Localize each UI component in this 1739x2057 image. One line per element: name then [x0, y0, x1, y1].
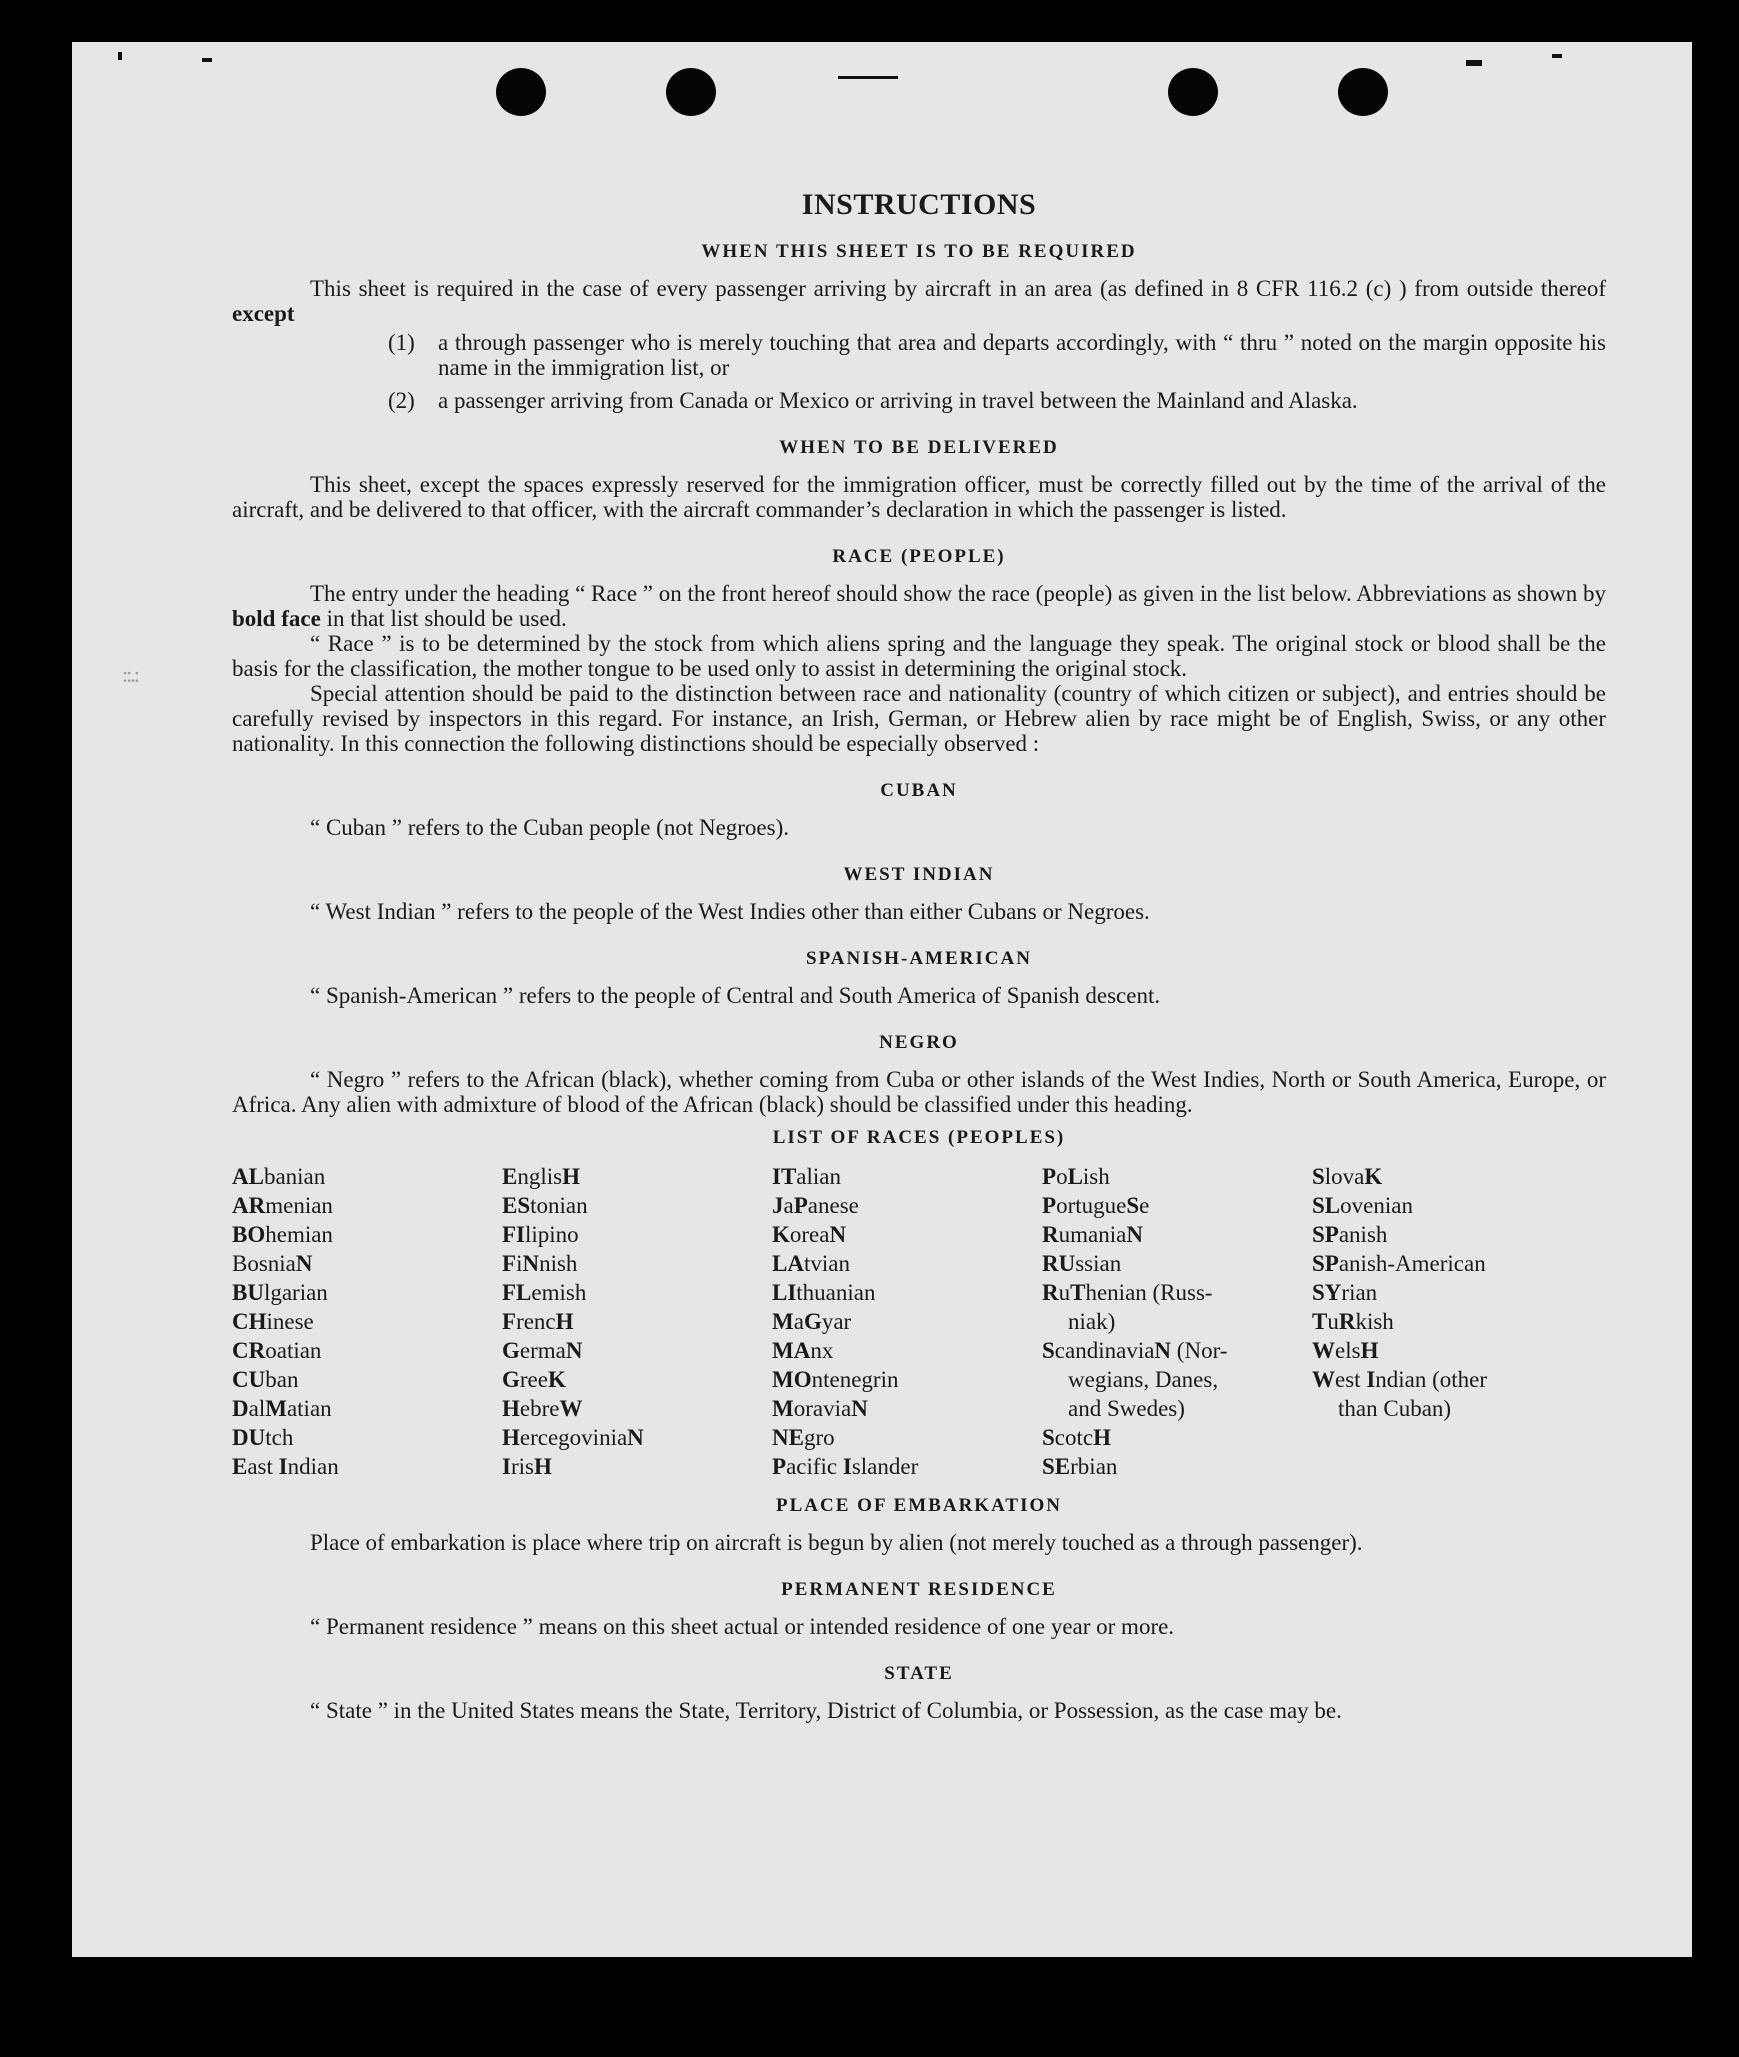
state-text: “ State ” in the United States means the State, Territory, District of Columbia, or Possession, as the case may be. — [310, 1698, 1342, 1723]
race-paragraph-2: “ Race ” is to be determined by the stock from which aliens spring and the language they speak. The original stock or blood shall be the basis for the classification, the mother tongue to be used only to assist in determining the original stock. — [232, 631, 1606, 681]
exception-item: (1) a through passenger who is merely touching that area and departs accordingly, with “ thru ” noted on the margin opposite his name in the immigration list, or — [388, 330, 1606, 380]
race-paragraph-3: Special attention should be paid to the distinction between race and nationality (country of which citizen or subject), and entries should be carefully revised by inspectors in this regard. For instance, an Irish, German, or Hebrew alien by race might be of English, Swiss, or any other nationality. In this connection the following distinctions should be especially observed : — [232, 681, 1606, 756]
race-entry: BOhemian — [232, 1222, 333, 1247]
race-entry: HercegoviniaN — [502, 1425, 644, 1450]
document-page — [72, 42, 1692, 1957]
race-entry: ALbanian — [232, 1164, 326, 1189]
scan-speck — [1466, 60, 1482, 66]
race-entry-continued: wegians, Danes, — [1068, 1367, 1219, 1392]
cuban-text: “ Cuban ” refers to the Cuban people (not Negroes). — [310, 815, 790, 840]
race-entry: MaGyar — [772, 1309, 852, 1334]
race-entry: ScandinaviaN (Nor- — [1042, 1338, 1228, 1363]
race-entry: FIlipino — [502, 1222, 579, 1247]
race-entry: DUtch — [232, 1425, 294, 1450]
race-entry: TuRkish — [1312, 1309, 1394, 1334]
scan-speck — [1552, 54, 1562, 58]
section-heading-negro: NEGRO — [879, 1032, 959, 1053]
race-entry: CHinese — [232, 1309, 314, 1334]
race-entry: EnglisH — [502, 1164, 580, 1189]
section-heading-required: WHEN THIS SHEET IS TO BE REQUIRED — [701, 241, 1137, 262]
races-column-5 — [1312, 1162, 1582, 1481]
race-entry: LAtvian — [772, 1251, 850, 1276]
race-entry: MoraviaN — [772, 1396, 868, 1421]
race-entry-continued: than Cuban) — [1338, 1396, 1452, 1421]
race-entry: BosniaN — [232, 1251, 313, 1276]
punch-hole — [1338, 68, 1388, 116]
race-entry: NEgro — [772, 1425, 835, 1450]
race-entry: SLovenian — [1312, 1193, 1413, 1218]
race-entry: CRoatian — [232, 1338, 322, 1363]
faint-stamp: ::.: — [122, 662, 138, 687]
races-column-1 — [232, 1162, 502, 1481]
punch-hole — [1168, 68, 1218, 116]
race-entry: BUlgarian — [232, 1280, 328, 1305]
race-entry: Pacific Islander — [772, 1454, 919, 1479]
section-heading-state: STATE — [884, 1663, 954, 1684]
race-entry-continued: niak) — [1068, 1309, 1116, 1334]
embarkation-text: Place of embarkation is place where trip on aircraft is begun by alien (not merely touched as a through passenger). — [310, 1530, 1363, 1555]
race-entry: EStonian — [502, 1193, 588, 1218]
races-table — [232, 1162, 1606, 1481]
scan-speck — [838, 76, 898, 79]
race-entry: FrencH — [502, 1309, 574, 1334]
page-title: INSTRUCTIONS — [801, 188, 1037, 221]
races-column-4 — [1042, 1162, 1312, 1481]
race-paragraph-1: The entry under the heading “ Race ” on the front hereof should show the race (people) as given in the list below. Abbreviations as shown by bold face in that list should be used. — [232, 581, 1606, 631]
race-entry: FLemish — [502, 1280, 587, 1305]
delivered-text: This sheet, except the spaces expressly reserved for the immigration officer, must be correctly filled out by the time of the arrival of the aircraft, and be delivered to that officer, with the aircraft commander’s declaration in which the passenger is listed. — [232, 472, 1606, 522]
negro-text: “ Negro ” refers to the African (black), whether coming from Cuba or other islands of the West Indies, North or South America, Europe, or Africa. Any alien with admixture of blood of the African (black) should be classified under this heading. — [232, 1067, 1606, 1117]
race-entry: FiNnish — [502, 1251, 578, 1276]
section-heading-west-indian: WEST INDIAN — [843, 864, 995, 885]
race-entry: LIthuanian — [772, 1280, 876, 1305]
race-entry: West Indian (other — [1312, 1367, 1488, 1392]
race-entry: HebreW — [502, 1396, 583, 1421]
race-entry: RUssian — [1042, 1251, 1122, 1276]
race-entry-continued: and Swedes) — [1068, 1396, 1185, 1421]
race-entry: CUban — [232, 1367, 299, 1392]
section-heading-delivered: WHEN TO BE DELIVERED — [779, 437, 1059, 458]
race-entry: SYrian — [1312, 1280, 1378, 1305]
race-entry: DalMatian — [232, 1396, 332, 1421]
race-entry: ITalian — [772, 1164, 841, 1189]
race-entry: PoLish — [1042, 1164, 1110, 1189]
section-heading-cuban: CUBAN — [880, 780, 958, 801]
west-indian-text: “ West Indian ” refers to the people of the West Indies other than either Cubans or Negroes. — [310, 899, 1150, 924]
race-entry: ScotcH — [1042, 1425, 1111, 1450]
section-heading-spanish-american: SPANISH-AMERICAN — [806, 948, 1032, 969]
punch-hole — [666, 68, 716, 116]
race-entry: WelsH — [1312, 1338, 1379, 1363]
race-entry: SErbian — [1042, 1454, 1118, 1479]
instructions-content — [232, 150, 1606, 1723]
races-column-2 — [502, 1162, 772, 1481]
race-entry: JaPanese — [772, 1193, 859, 1218]
race-entry: KoreaN — [772, 1222, 847, 1247]
spanish-american-text: “ Spanish-American ” refers to the people of Central and South America of Spanish descent. — [310, 983, 1161, 1008]
section-heading-race: RACE (PEOPLE) — [832, 546, 1006, 567]
section-heading-races-list: LIST OF RACES (PEOPLES) — [772, 1127, 1066, 1148]
scan-speck — [118, 52, 122, 60]
race-entry: MOntenegrin — [772, 1367, 899, 1392]
race-entry: IrisH — [502, 1454, 552, 1479]
race-entry: SPanish-American — [1312, 1251, 1486, 1276]
races-column-3 — [772, 1162, 1042, 1481]
race-entry: MAnx — [772, 1338, 834, 1363]
punch-hole — [496, 68, 546, 116]
race-entry: PortugueSe — [1042, 1193, 1150, 1218]
race-entry: SPanish — [1312, 1222, 1388, 1247]
required-intro: This sheet is required in the case of every passenger arriving by aircraft in an area (as defined in 8 CFR 116.2 (c) ) from outside thereof except — [232, 276, 1606, 326]
scan-speck — [202, 58, 212, 62]
race-entry: GermaN — [502, 1338, 583, 1363]
section-heading-permanent-residence: PERMANENT RESIDENCE — [781, 1579, 1057, 1600]
race-entry: GreeK — [502, 1367, 566, 1392]
race-entry: RumaniaN — [1042, 1222, 1143, 1247]
section-heading-embarkation: PLACE OF EMBARKATION — [776, 1495, 1062, 1516]
race-entry: ARmenian — [232, 1193, 333, 1218]
residence-text: “ Permanent residence ” means on this sheet actual or intended residence of one year or more. — [310, 1614, 1175, 1639]
race-entry: East Indian — [232, 1454, 339, 1479]
exception-item: (2) a passenger arriving from Canada or Mexico or arriving in travel between the Mainland and Alaska. — [388, 388, 1358, 413]
race-entry: RuThenian (Russ- — [1042, 1280, 1213, 1305]
race-entry: SlovaK — [1312, 1164, 1383, 1189]
